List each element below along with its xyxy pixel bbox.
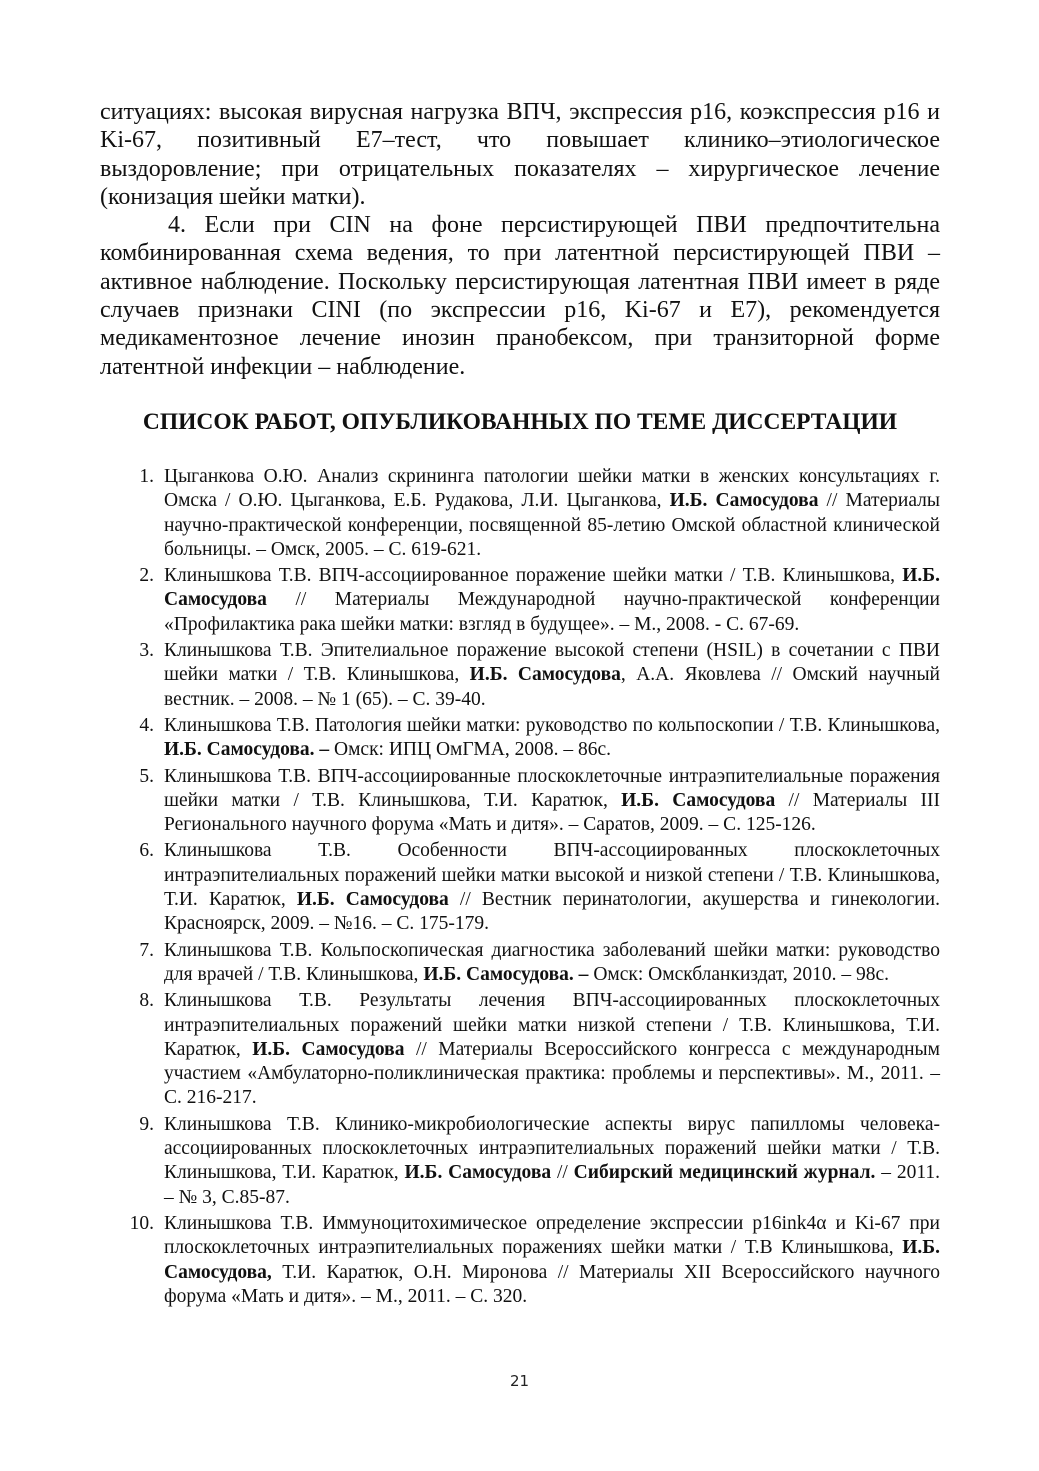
- reference-number: 5.: [139, 765, 154, 787]
- reference-number: 3.: [139, 640, 154, 662]
- reference-text: // Материалы научно-практической конференции, посвященной 85-летию Омской областной клинической больницы. – Омск, 2005. – С. 619-621.: [164, 490, 941, 560]
- author-highlight: И.Б. Самосудова,: [164, 1237, 940, 1283]
- author-highlight: И.Б. Самосудова: [669, 490, 819, 512]
- reference-text: //: [551, 1162, 574, 1184]
- section-heading: СПИСОК РАБОТ, ОПУБЛИКОВАННЫХ ПО ТЕМЕ ДИССЕРТАЦИИ: [142, 409, 898, 435]
- reference-number: 6.: [139, 840, 154, 862]
- reference-number: 2.: [139, 565, 154, 587]
- reference-text: Клинышкова Т.В. ВПЧ-ассоциированное поражение шейки матки / Т.В. Клинышкова,: [164, 565, 903, 587]
- reference-text: Омск: ИПЦ ОмГМА, 2008. – 86с.: [329, 739, 611, 761]
- page-number: 21: [509, 1372, 530, 1390]
- reference-text: Клинышкова Т.В. Особенности ВПЧ-ассоциированных плоскоклеточных интраэпителиальных поражений шейки матки высокой и низкой степени / Т.В. Клинышкова, Т.И. Каратюк,: [164, 840, 940, 911]
- reference-text: , А.А. Яковлева // Омский научный вестник. – 2008. – № 1 (65). – С. 39-40.: [164, 664, 940, 710]
- reference-item: [124, 714, 940, 763]
- reference-item: [124, 1212, 940, 1309]
- reference-item: [124, 564, 940, 637]
- author-highlight: И.Б. Самосудова: [404, 1162, 552, 1184]
- reference-item: [124, 989, 940, 1110]
- reference-text: Омск: Омскбланкиздат, 2010. – 98с.: [588, 963, 890, 985]
- reference-text: Клинышкова Т.В. Результаты лечения ВПЧ-ассоциированных плоскоклеточных интраэпителиальных поражений шейки матки низкой степени / Т.В. Клинышкова, Т.И. Каратюк,: [164, 990, 940, 1060]
- reference-item: [124, 839, 940, 936]
- reference-text: // Вестник перинатологии, акушерства и гинекологии. Красноярск, 2009. – №16. – С. 175-179.: [164, 889, 940, 935]
- reference-number: 10.: [129, 1212, 154, 1234]
- author-highlight: И.Б. Самосудова. –: [164, 739, 330, 761]
- reference-text: Цыганкова О.Ю. Анализ скрининга патологии шейки матки в женских консультациях г. Омска / О.Ю. Цыганкова, Е.Б. Рудакова, Л.И. Цыганкова,: [164, 466, 940, 512]
- reference-number: 8.: [139, 990, 154, 1012]
- reference-text: Клинышкова Т.В. Патология шейки матки: руководство по кольпоскопии / Т.В. Клинышкова,: [164, 714, 940, 736]
- reference-text: – 2011. – № 3, С.85-87.: [164, 1162, 940, 1208]
- reference-item: [124, 765, 940, 838]
- reference-text: Клинышкова Т.В. Клинико-микробиологические аспекты вирус папилломы человека-ассоциированных плоскоклеточных интраэпителиальных поражений шейки матки / Т.В. Клинышкова, Т.И. Каратюк,: [164, 1113, 940, 1184]
- reference-text: Т.И. Каратюк, О.Н. Миронова // Материалы XII Всероссийского научного форума «Мать и дитя». – М., 2011. – С. 320.: [164, 1261, 940, 1307]
- author-highlight: И.Б. Самосудова: [252, 1038, 405, 1060]
- author-highlight: И.Б. Самосудова: [296, 889, 449, 911]
- reference-text: // Материалы Международной научно-практической конференции «Профилактика рака шейки матки: взгляд в будущее». – М., 2008. - С. 67-69.: [164, 589, 940, 635]
- reference-item: [124, 939, 940, 988]
- reference-number: 7.: [139, 939, 154, 961]
- reference-item: [124, 465, 940, 562]
- reference-number: 9.: [139, 1113, 154, 1135]
- reference-number: 4.: [139, 714, 154, 736]
- paragraph-conclusion-4: 4. Если при CIN на фоне персистирующей ПВИ предпочтительна комбинированная схема ведения, то при латентной персистирующей ПВИ – активное наблюдение. Поскольку персистирующая латентная ПВИ имеет в ряде случаев признаки CINI (по экспрессии p16, Ki-67 и E7), рекомендуется медикаментозное лечение инозин пранобексом, при транзиторной форме латентной инфекции – наблюдение.: [100, 212, 940, 380]
- reference-item: [124, 639, 940, 712]
- reference-text: Клинышкова Т.В. Кольпоскопическая диагностика заболеваний шейки матки: руководство для врачей / Т.В. Клинышкова,: [164, 939, 940, 985]
- reference-list: [124, 465, 940, 1311]
- paragraph-continuation: ситуациях: высокая вирусная нагрузка ВПЧ, экспрессия p16, коэкспрессия p16 и Ki-67, позитивный E7–тест, что повышает клинико–этиологическое выздоровление; при отрицательных показателях – хирургическое лечение (конизация шейки матки).: [100, 99, 940, 210]
- reference-text: // Материалы III Регионального научного форума «Мать и дитя». – Саратов, 2009. – С. 125-126.: [164, 789, 940, 836]
- author-highlight: И.Б. Самосудова. –: [423, 963, 589, 985]
- reference-text: Клинышкова Т.В. ВПЧ-ассоциированные плоскоклеточные интраэпителиальные поражения шейки матки / Т.В. Клинышкова, Т.И. Каратюк,: [164, 765, 940, 811]
- author-highlight: И.Б. Самосудова: [621, 789, 776, 811]
- reference-text: // Материалы Всероссийского конгресса с международным участием «Амбулаторно-поликлиническая практика: проблемы и перспективы». М., 2011. – С. 216-217.: [164, 1038, 940, 1109]
- reference-text: Клинышкова Т.В. Иммуноцитохимическое определение экспрессии p16ink4α и Ki-67 при плоскоклеточных интраэпителиальных поражениях шейки матки / Т.В Клинышкова,: [164, 1212, 940, 1259]
- reference-item: [124, 1113, 940, 1210]
- journal-title: Сибирский медицинский журнал.: [573, 1162, 876, 1184]
- author-highlight: И.Б. Самосудова: [469, 664, 621, 686]
- reference-number: 1.: [139, 466, 154, 487]
- reference-text: Клинышкова Т.В. Эпителиальное поражение высокой степени (HSIL) в сочетании с ПВИ шейки матки / Т.В. Клинышкова,: [164, 640, 940, 686]
- body-text: [100, 98, 940, 381]
- author-highlight: И.Б. Самосудова: [164, 565, 940, 611]
